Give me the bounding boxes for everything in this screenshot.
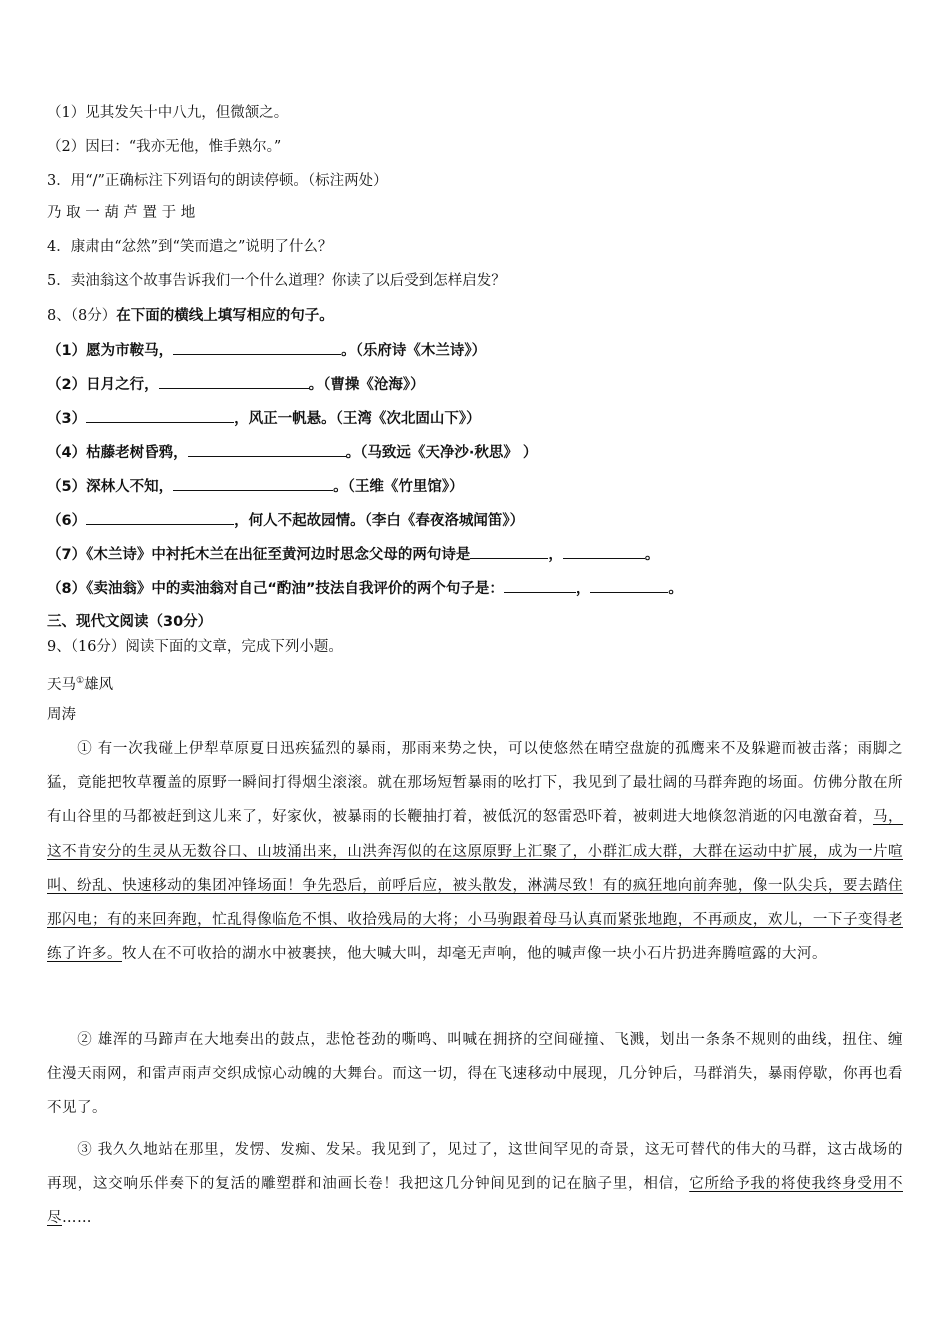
answer-blank[interactable] [504, 578, 576, 593]
fill-blank-item [47, 374, 425, 395]
fill-blank-prefix: （1）愿为市鞍马， [47, 343, 174, 359]
fill-blank-item [47, 408, 481, 429]
question-3-sentence: 乃 取 一 葫 芦 置 于 地 [47, 205, 196, 221]
fill-blank-item [47, 340, 486, 361]
fill-blank-prefix: （4）枯藤老树昏鸦， [47, 445, 188, 461]
article-paragraph-2 [47, 1023, 903, 1126]
fill-blank-suffix: 。 [668, 581, 683, 597]
question-2-item-1: （1）见其发矢十中八九，但微颔之。 [47, 105, 289, 121]
fill-blank-item [47, 476, 464, 497]
answer-blank[interactable] [173, 476, 333, 491]
fill-blank-suffix: 。（王维《竹里馆》） [333, 479, 464, 495]
fill-blank-separator: ， [548, 547, 563, 563]
fill-blank-prefix: （2）日月之行， [47, 377, 159, 393]
answer-blank[interactable] [86, 408, 234, 423]
question-2-item-2: （2）因曰：“我亦无他，惟手熟尔。” [47, 139, 282, 155]
answer-blank[interactable] [470, 544, 548, 559]
question-8-number: 8、（8分） [47, 308, 117, 324]
question-9: 9、（16分）阅读下面的文章，完成下列小题。 [47, 639, 343, 655]
article-paragraph-3 [47, 1133, 903, 1236]
fill-blank-item [47, 510, 524, 531]
answer-blank[interactable] [173, 340, 341, 355]
fill-blank-prefix: （6） [47, 513, 87, 529]
section-3-heading: 三、现代文阅读（30分） [47, 614, 213, 630]
paragraph-text: ② 雄浑的马蹄声在大地奏出的鼓点，悲怆苍劲的嘶鸣、叫喊在拥挤的空间碰撞、飞溅，划出一条条不规则的曲线，扭住、缠住漫天雨网，和雷声雨声交织成惊心动魄的大舞台。而这一切，得在飞速移动中展现，几分钟后，马群消失，暴雨停歇，你再也看不见了。 [47, 1032, 903, 1117]
fill-blank-prefix: （7）《木兰诗》中衬托木兰在出征至黄河边时思念父母的两句诗是 [47, 547, 471, 563]
question-3: 3．用“/”正确标注下列语句的朗读停顿。（标注两处） [47, 173, 388, 189]
answer-blank[interactable] [159, 374, 309, 389]
underlined-passage: 它所给予我的将使我终身受用不尽 [47, 1176, 903, 1227]
fill-blank-suffix: 。（乐府诗《木兰诗》） [341, 343, 487, 359]
fill-blank-separator: ， [575, 581, 591, 597]
article-title [47, 671, 113, 695]
answer-blank[interactable] [188, 442, 346, 457]
paragraph-text: 牧人在不可收拾的湖水中被裹挟，他大喊大叫，却毫无声响，他的喊声像一块小石片扔进奔腾喧露的大河。 [122, 946, 827, 963]
footnote-marker: ① [76, 676, 85, 686]
article-author: 周涛 [47, 707, 76, 723]
answer-blank[interactable] [86, 510, 234, 525]
fill-blank-prefix: （3） [47, 411, 87, 427]
fill-blank-prefix: （5）深林人不知， [47, 479, 174, 495]
fill-blank-item [47, 578, 683, 599]
question-8-instruction: 在下面的横线上填写相应的句子。 [116, 308, 334, 324]
question-5: 5．卖油翁这个故事告诉我们一个什么道理？你读了以后受到怎样启发？ [47, 273, 506, 289]
paragraph-text: …… [62, 1210, 92, 1227]
fill-blank-suffix: 。（曹操《沧海》） [308, 377, 425, 393]
fill-blank-suffix: 。 [644, 547, 660, 563]
fill-blank-suffix: ，风正一帆悬。（王湾《次北固山下》） [234, 411, 481, 427]
fill-blank-suffix: ，何人不起故园情。（李白《春夜洛城闻笛》） [234, 513, 525, 529]
article-title-main: 天马 [47, 676, 76, 693]
fill-blank-prefix: （8）《卖油翁》中的卖油翁对自己“酌油”技法自我评价的两个句子是： [47, 581, 504, 597]
article-title-rest: 雄风 [84, 676, 114, 693]
answer-blank[interactable] [563, 544, 645, 559]
paragraph-text: ③ 我久久地站在那里，发愣、发痴、发呆。我见到了，见过了，这世间罕见的奇景，这无可替代的伟大的马群，这古战场的再现，这交响乐伴奏下的复活的雕塑群和油画长卷！我把这几分钟间见到的记在脑子里，相信， [47, 1142, 903, 1193]
fill-blank-item [47, 442, 537, 463]
question-4: 4．康肃由“忿然”到“笑而遣之”说明了什么？ [47, 239, 333, 255]
fill-blank-item [47, 544, 659, 565]
question-8-header [47, 306, 334, 326]
underlined-passage: 马，这不肯安分的生灵从无数谷口、山坡涌出来，山洪奔泻似的在这原原野上汇聚了，小群汇成大群，大群在运动中扩展，成为一片喧叫、纷乱、快速移动的集团冲锋场面！争先恐后，前呼后应，被头散发，淋满尽致！有的疯狂地向前奔驰，像一队尖兵，要去踏住那闪电；有的来回奔跑，忙乱得像临危不惧、收拾残局的大将；小马驹跟着母马认真而紧张地跑，不再顽皮，欢儿，一下子变得老练了许多。 [47, 809, 904, 963]
article-paragraph-1 [47, 732, 903, 971]
fill-blank-suffix: 。（马致远《天净沙·秋思》 ） [345, 445, 538, 461]
answer-blank[interactable] [590, 578, 668, 593]
paragraph-text: ① 有一次我碰上伊犁草原夏日迅疾猛烈的暴雨，那雨来势之快，可以使悠然在晴空盘旋的孤鹰来不及躲避而被击落；雨脚之猛，竟能把牧草覆盖的原野一瞬间打得烟尘滚滚。就在那场短暂暴雨的吆打下，我见到了最壮阔的马群奔跑的场面。仿佛分散在所有山谷里的马都被赶到这儿来了，好家伙，被暴雨的长鞭抽打着，被低沉的怒雷恐吓着，被刺进大地倏忽消逝的闪电激奋着， [47, 741, 903, 826]
